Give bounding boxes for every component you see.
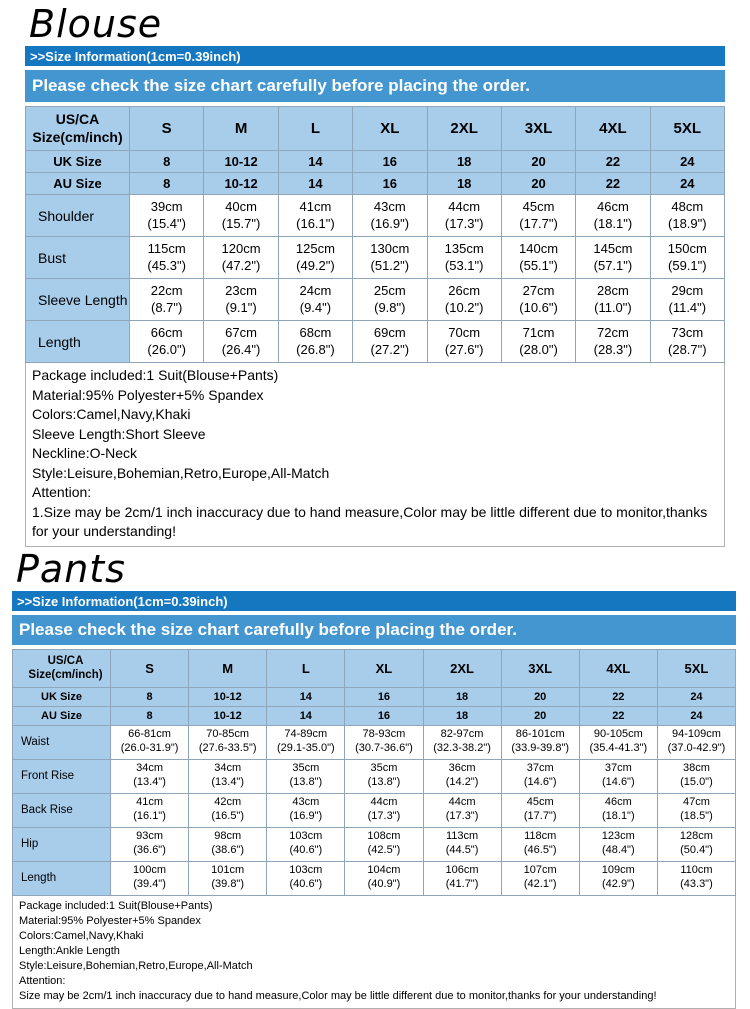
size-unit-header: US/CA Size(cm/inch) bbox=[13, 649, 111, 687]
size-column-header: XL bbox=[345, 649, 423, 687]
uk-size-value: 18 bbox=[423, 687, 501, 706]
measurement-value: 70-85cm (27.6-33.5") bbox=[189, 725, 267, 759]
uk-size-value: 20 bbox=[501, 687, 579, 706]
measurement-value: 43cm (16.9") bbox=[353, 195, 427, 237]
uk-size-value: 20 bbox=[501, 151, 575, 173]
au-size-value: 18 bbox=[423, 706, 501, 725]
measurement-value: 82-97cm (32.3-38.2") bbox=[423, 725, 501, 759]
details-line: Length:Ankle Length bbox=[19, 944, 120, 957]
measurement-value: 44cm (17.3") bbox=[423, 793, 501, 827]
uk-size-value: 10-12 bbox=[204, 151, 278, 173]
details-line: Material:95% Polyester+5% Spandex bbox=[32, 386, 264, 403]
measurement-value: 67cm (26.4") bbox=[204, 321, 278, 363]
measurement-value: 135cm (53.1") bbox=[427, 237, 501, 279]
pants-section bbox=[12, 546, 736, 1009]
au-size-value: 16 bbox=[345, 706, 423, 725]
au-size-value: 20 bbox=[501, 706, 579, 725]
measurement-value: 123cm (48.4") bbox=[579, 827, 657, 861]
measurement-row bbox=[13, 793, 736, 827]
measurement-value: 94-109cm (37.0-42.9") bbox=[657, 725, 735, 759]
au-size-value: 10-12 bbox=[204, 173, 278, 195]
uk-size-value: 22 bbox=[576, 151, 650, 173]
pants-title: Pants bbox=[16, 546, 126, 591]
measurement-label: Length bbox=[13, 861, 111, 895]
measurement-value: 22cm (8.7") bbox=[130, 279, 204, 321]
size-column-header: 3XL bbox=[501, 649, 579, 687]
measurement-row bbox=[26, 195, 725, 237]
uk-size-value: 22 bbox=[579, 687, 657, 706]
au-size-value: 18 bbox=[427, 173, 501, 195]
measurement-value: 109cm (42.9") bbox=[579, 861, 657, 895]
details-line: Style:Leisure,Bohemian,Retro,Europe,All-Match bbox=[19, 959, 253, 972]
measurement-value: 23cm (9.1") bbox=[204, 279, 278, 321]
size-column-header: M bbox=[204, 107, 278, 151]
au-size-row bbox=[26, 173, 725, 195]
details-line: Sleeve Length:Short Sleeve bbox=[32, 425, 206, 442]
measurement-value: 42cm (16.5") bbox=[189, 793, 267, 827]
details-line: Package included:1 Suit(Blouse+Pants) bbox=[19, 899, 213, 912]
measurement-value: 70cm (27.6") bbox=[427, 321, 501, 363]
measurement-label: Waist bbox=[13, 725, 111, 759]
measurement-label: Shoulder bbox=[26, 195, 130, 237]
measurement-row bbox=[26, 279, 725, 321]
size-column-header: XL bbox=[353, 107, 427, 151]
pants-size-info-bar: >>Size Information(1cm=0.39inch) bbox=[12, 591, 736, 611]
measurement-value: 37cm (14.6") bbox=[579, 759, 657, 793]
measurement-value: 120cm (47.2") bbox=[204, 237, 278, 279]
measurement-value: 100cm (39.4") bbox=[111, 861, 189, 895]
size-column-header: 5XL bbox=[657, 649, 735, 687]
uk-size-value: 14 bbox=[267, 687, 345, 706]
uk-size-value: 14 bbox=[278, 151, 352, 173]
blouse-section bbox=[25, 4, 725, 547]
uk-size-value: 18 bbox=[427, 151, 501, 173]
uk-size-value: 24 bbox=[657, 687, 735, 706]
details-line: Attention: bbox=[32, 484, 92, 500]
au-size-value: 22 bbox=[579, 706, 657, 725]
measurement-value: 25cm (9.8") bbox=[353, 279, 427, 321]
au-size-value: 8 bbox=[111, 706, 189, 725]
measurement-value: 24cm (9.4") bbox=[278, 279, 352, 321]
blouse-title: Blouse bbox=[29, 2, 163, 46]
blouse-size-table bbox=[25, 106, 725, 363]
measurement-value: 45cm (17.7") bbox=[501, 195, 575, 237]
blouse-size-info-bar: >>Size Information(1cm=0.39inch) bbox=[25, 46, 725, 66]
measurement-value: 47cm (18.5") bbox=[657, 793, 735, 827]
measurement-value: 128cm (50.4") bbox=[657, 827, 735, 861]
measurement-label: Hip bbox=[13, 827, 111, 861]
measurement-row bbox=[26, 321, 725, 363]
measurement-value: 150cm (59.1") bbox=[650, 237, 724, 279]
measurement-value: 66-81cm (26.0-31.9") bbox=[111, 725, 189, 759]
measurement-value: 78-93cm (30.7-36.6") bbox=[345, 725, 423, 759]
measurement-label: Bust bbox=[26, 237, 130, 279]
uk-size-row bbox=[13, 687, 736, 706]
measurement-value: 71cm (28.0") bbox=[501, 321, 575, 363]
measurement-value: 113cm (44.5") bbox=[423, 827, 501, 861]
measurement-value: 108cm (42.5") bbox=[345, 827, 423, 861]
au-size-label: AU Size bbox=[26, 173, 130, 195]
au-size-value: 10-12 bbox=[189, 706, 267, 725]
measurement-value: 46cm (18.1") bbox=[576, 195, 650, 237]
size-column-header: M bbox=[189, 649, 267, 687]
measurement-value: 44cm (17.3") bbox=[427, 195, 501, 237]
measurement-value: 130cm (51.2") bbox=[353, 237, 427, 279]
measurement-value: 40cm (15.7") bbox=[204, 195, 278, 237]
measurement-label: Back Rise bbox=[13, 793, 111, 827]
pants-notice-bar: Please check the size chart carefully before placing the order. bbox=[12, 615, 736, 645]
uk-size-value: 16 bbox=[353, 151, 427, 173]
au-size-label: AU Size bbox=[13, 706, 111, 725]
measurement-value: 43cm (16.9") bbox=[267, 793, 345, 827]
measurement-row bbox=[13, 827, 736, 861]
details-line: Size may be 2cm/1 inch inaccuracy due to hand measure,Color may be little different due to monitor,thanks for your understanding! bbox=[19, 989, 657, 1002]
measurement-value: 35cm (13.8") bbox=[267, 759, 345, 793]
measurement-value: 69cm (27.2") bbox=[353, 321, 427, 363]
details-line: Style:Leisure,Bohemian,Retro,Europe,All-Match bbox=[32, 464, 330, 481]
details-line: Colors:Camel,Navy,Khaki bbox=[19, 929, 144, 942]
measurement-value: 68cm (26.8") bbox=[278, 321, 352, 363]
measurement-value: 110cm (43.3") bbox=[657, 861, 735, 895]
measurement-value: 145cm (57.1") bbox=[576, 237, 650, 279]
measurement-label: Front Rise bbox=[13, 759, 111, 793]
size-header-row bbox=[26, 107, 725, 151]
measurement-value: 98cm (38.6") bbox=[189, 827, 267, 861]
measurement-row bbox=[13, 759, 736, 793]
au-size-row bbox=[13, 706, 736, 725]
blouse-details bbox=[25, 363, 725, 547]
au-size-value: 24 bbox=[657, 706, 735, 725]
measurement-value: 48cm (18.9") bbox=[650, 195, 724, 237]
measurement-value: 37cm (14.6") bbox=[501, 759, 579, 793]
size-column-header: 2XL bbox=[423, 649, 501, 687]
uk-size-label: UK Size bbox=[13, 687, 111, 706]
measurement-label: Sleeve Length bbox=[26, 279, 130, 321]
uk-size-value: 24 bbox=[650, 151, 724, 173]
details-line: Attention: bbox=[19, 974, 66, 987]
measurement-value: 46cm (18.1") bbox=[579, 793, 657, 827]
au-size-value: 16 bbox=[353, 173, 427, 195]
measurement-value: 86-101cm (33.9-39.8") bbox=[501, 725, 579, 759]
details-line: Neckline:O-Neck bbox=[32, 445, 138, 461]
measurement-value: 28cm (11.0") bbox=[576, 279, 650, 321]
measurement-value: 90-105cm (35.4-41.3") bbox=[579, 725, 657, 759]
size-column-header: 3XL bbox=[501, 107, 575, 151]
measurement-value: 125cm (49.2") bbox=[278, 237, 352, 279]
measurement-value: 93cm (36.6") bbox=[111, 827, 189, 861]
pants-size-table bbox=[12, 649, 736, 896]
measurement-value: 72cm (28.3") bbox=[576, 321, 650, 363]
measurement-value: 103cm (40.6") bbox=[267, 861, 345, 895]
measurement-value: 107cm (42.1") bbox=[501, 861, 579, 895]
au-size-value: 8 bbox=[130, 173, 204, 195]
measurement-value: 35cm (13.8") bbox=[345, 759, 423, 793]
pants-details bbox=[12, 896, 736, 1009]
measurement-value: 27cm (10.6") bbox=[501, 279, 575, 321]
measurement-row bbox=[13, 725, 736, 759]
uk-size-value: 16 bbox=[345, 687, 423, 706]
measurement-value: 104cm (40.9") bbox=[345, 861, 423, 895]
measurement-value: 106cm (41.7") bbox=[423, 861, 501, 895]
measurement-value: 38cm (15.0") bbox=[657, 759, 735, 793]
measurement-value: 26cm (10.2") bbox=[427, 279, 501, 321]
size-column-header: S bbox=[130, 107, 204, 151]
au-size-value: 14 bbox=[267, 706, 345, 725]
measurement-value: 36cm (14.2") bbox=[423, 759, 501, 793]
details-line: Colors:Camel,Navy,Khaki bbox=[32, 406, 191, 422]
measurement-value: 41cm (16.1") bbox=[278, 195, 352, 237]
au-size-value: 24 bbox=[650, 173, 724, 195]
au-size-value: 14 bbox=[278, 173, 352, 195]
measurement-value: 140cm (55.1") bbox=[501, 237, 575, 279]
measurement-value: 118cm (46.5") bbox=[501, 827, 579, 861]
measurement-row bbox=[26, 237, 725, 279]
au-size-value: 20 bbox=[501, 173, 575, 195]
uk-size-label: UK Size bbox=[26, 151, 130, 173]
measurement-value: 29cm (11.4") bbox=[650, 279, 724, 321]
size-unit-header: US/CA Size(cm/inch) bbox=[26, 107, 130, 151]
measurement-value: 41cm (16.1") bbox=[111, 793, 189, 827]
uk-size-value: 8 bbox=[130, 151, 204, 173]
details-line: 1.Size may be 2cm/1 inch inaccuracy due to hand measure,Color may be little different due to monitor,thanks for your understanding! bbox=[32, 503, 708, 539]
measurement-value: 45cm (17.7") bbox=[501, 793, 579, 827]
measurement-value: 74-89cm (29.1-35.0") bbox=[267, 725, 345, 759]
measurement-label: Length bbox=[26, 321, 130, 363]
details-line: Package included:1 Suit(Blouse+Pants) bbox=[32, 367, 279, 383]
size-column-header: 2XL bbox=[427, 107, 501, 151]
blouse-notice-bar: Please check the size chart carefully before placing the order. bbox=[25, 70, 725, 102]
measurement-value: 66cm (26.0") bbox=[130, 321, 204, 363]
uk-size-value: 10-12 bbox=[189, 687, 267, 706]
measurement-value: 103cm (40.6") bbox=[267, 827, 345, 861]
measurement-value: 115cm (45.3") bbox=[130, 237, 204, 279]
measurement-value: 73cm (28.7") bbox=[650, 321, 724, 363]
size-column-header: 4XL bbox=[576, 107, 650, 151]
au-size-value: 22 bbox=[576, 173, 650, 195]
size-header-row bbox=[13, 649, 736, 687]
size-column-header: L bbox=[278, 107, 352, 151]
measurement-value: 44cm (17.3") bbox=[345, 793, 423, 827]
measurement-value: 34cm (13.4") bbox=[189, 759, 267, 793]
measurement-value: 101cm (39.8") bbox=[189, 861, 267, 895]
size-column-header: L bbox=[267, 649, 345, 687]
uk-size-value: 8 bbox=[111, 687, 189, 706]
size-column-header: 5XL bbox=[650, 107, 724, 151]
uk-size-row bbox=[26, 151, 725, 173]
measurement-row bbox=[13, 861, 736, 895]
size-column-header: 4XL bbox=[579, 649, 657, 687]
details-line: Material:95% Polyester+5% Spandex bbox=[19, 914, 201, 927]
measurement-value: 34cm (13.4") bbox=[111, 759, 189, 793]
size-column-header: S bbox=[111, 649, 189, 687]
measurement-value: 39cm (15.4") bbox=[130, 195, 204, 237]
